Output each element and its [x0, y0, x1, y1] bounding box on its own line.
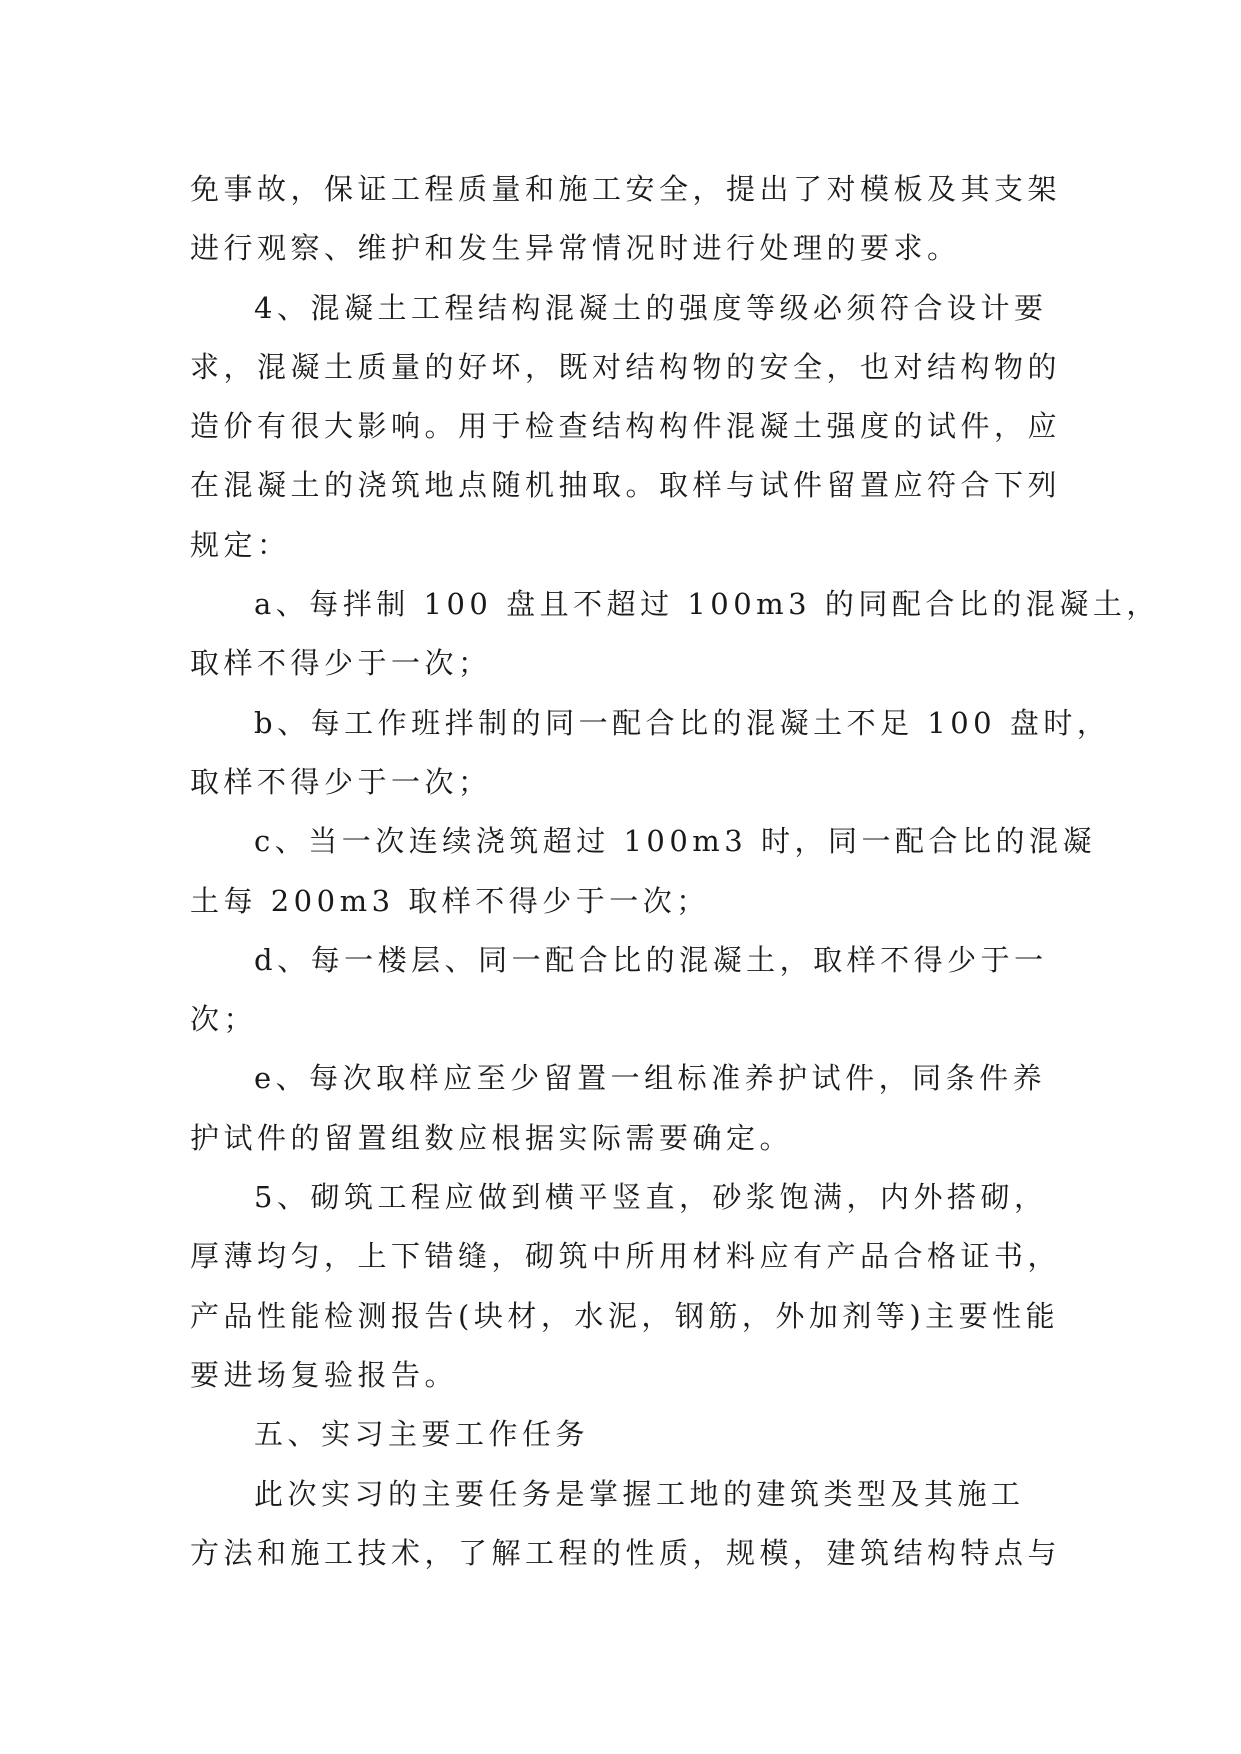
text-line: b、每工作班拌制的同一配合比的混凝土不足 100 盘时，	[254, 705, 1111, 740]
text-line: 取样不得少于一次；	[190, 764, 492, 799]
text-line: 方法和施工技术，了解工程的性质，规模，建筑结构特点与	[190, 1535, 1062, 1570]
text-line: 在混凝土的浇筑地点随机抽取。取样与试件留置应符合下列	[190, 468, 1062, 503]
text-line: 求，混凝土质量的好坏，既对结构物的安全，也对结构物的	[190, 349, 1062, 384]
text-line: 4、混凝土工程结构混凝土的强度等级必须符合设计要	[254, 290, 1048, 325]
text-line: 5、砌筑工程应做到横平竖直，砂浆饱满，内外搭砌，	[254, 1180, 1048, 1215]
text-line: 土每 200m3 取样不得少于一次；	[190, 883, 710, 918]
text-line: 要进场复验报告。	[190, 1357, 459, 1392]
text-line: 次；	[190, 1002, 258, 1037]
text-line: 规定：	[190, 527, 291, 562]
text-line: 进行观察、维护和发生异常情况时进行处理的要求。	[190, 231, 961, 266]
section-heading: 五、实习主要工作任务	[254, 1417, 590, 1452]
text-line: e、每次取样应至少留置一组标准养护试件，同条件养	[254, 1061, 1047, 1096]
text-line: c、当一次连续浇筑超过 100m3 时，同一配合比的混凝	[254, 824, 1096, 859]
text-line: 取样不得少于一次；	[190, 646, 492, 681]
document-body	[190, 160, 1160, 1583]
text-line: 此次实习的主要任务是掌握工地的建筑类型及其施工	[254, 1476, 1025, 1511]
text-line: 造价有很大影响。用于检查结构构件混凝土强度的试件，应	[190, 409, 1062, 444]
text-line: a、每拌制 100 盘且不超过 100m3 的同配合比的混凝土，	[254, 587, 1160, 622]
text-line: 护试件的留置组数应根据实际需要确定。	[190, 1120, 794, 1155]
text-line: 厚薄均匀，上下错缝，砌筑中所用材料应有产品合格证书，	[190, 1239, 1062, 1274]
text-line: 产品性能检测报告(块材，水泥，钢筋，外加剂等)主要性能	[190, 1298, 1060, 1333]
text-line: d、每一楼层、同一配合比的混凝土，取样不得少于一	[254, 942, 1048, 977]
text-line: 免事故，保证工程质量和施工安全，提出了对模板及其支架	[190, 172, 1062, 206]
